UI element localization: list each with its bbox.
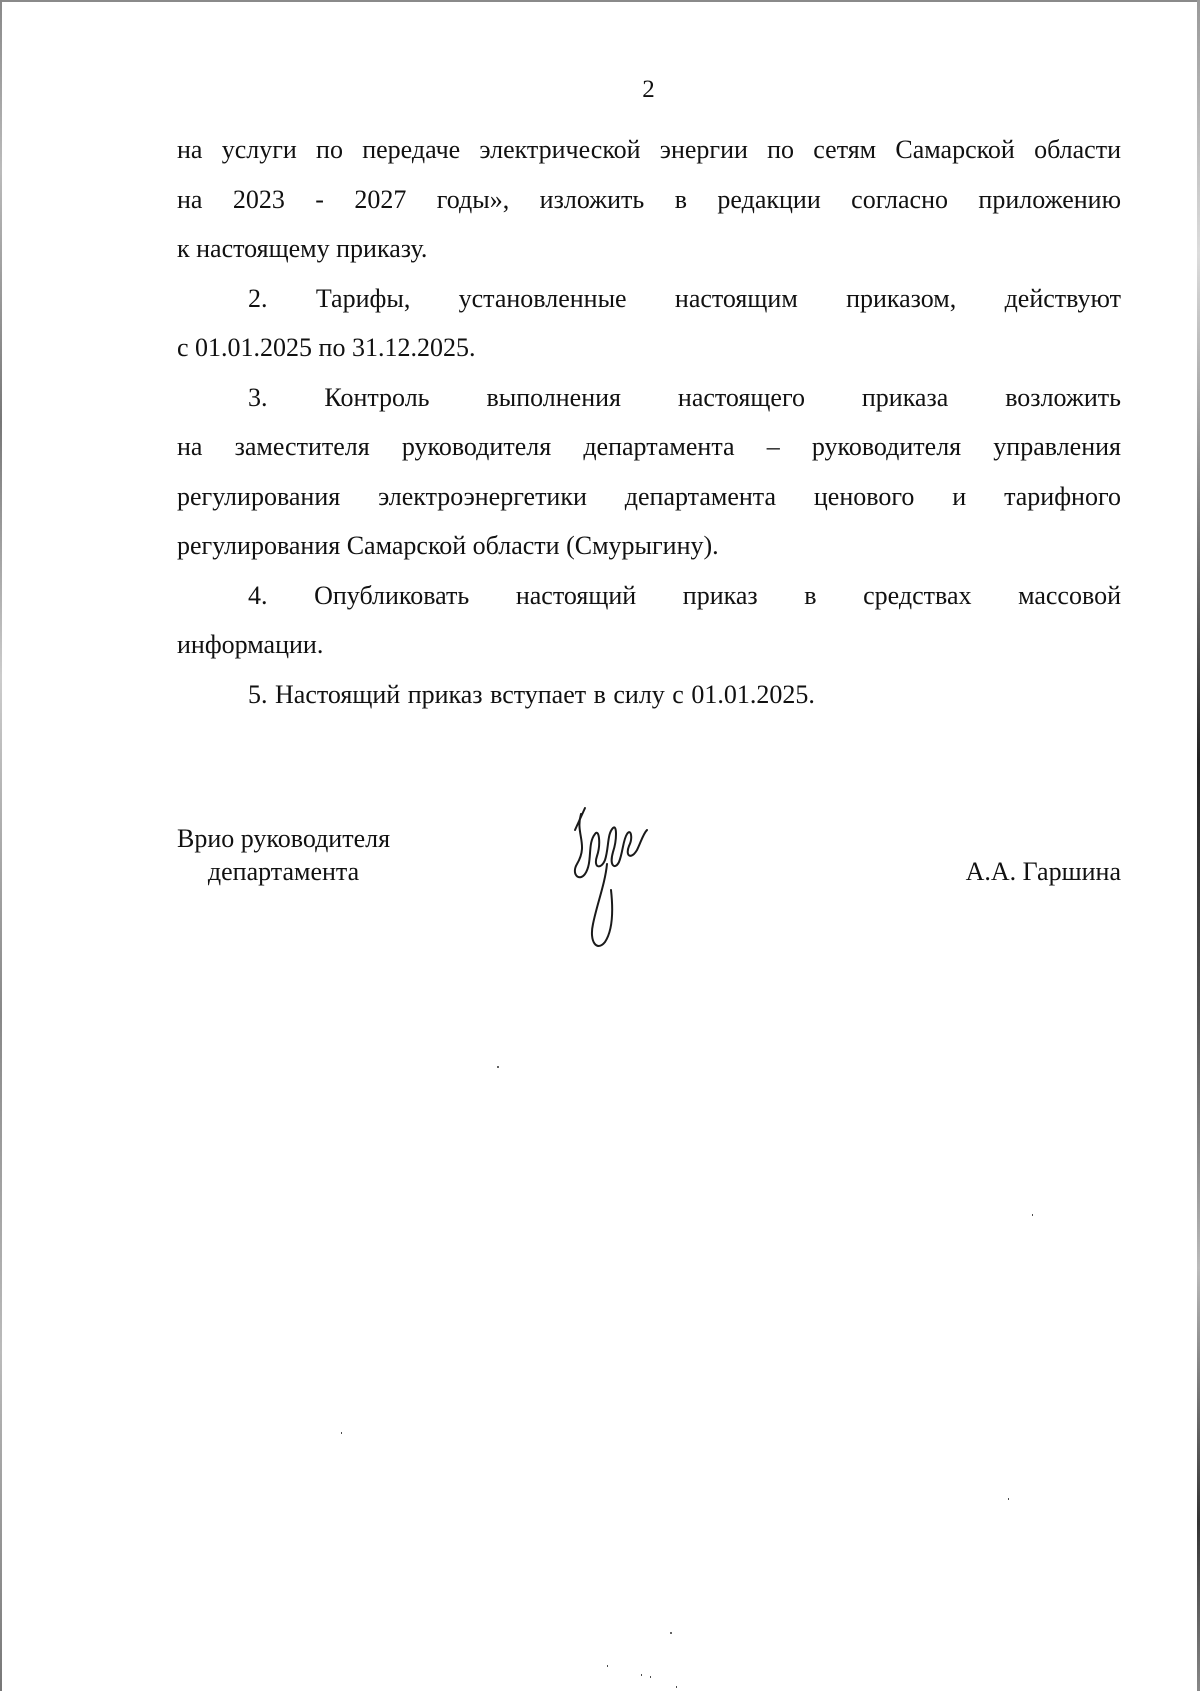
- scan-speck: [1008, 1498, 1009, 1500]
- scan-speck: [650, 1676, 651, 1678]
- scan-speck: [676, 1686, 677, 1688]
- document-body: [177, 125, 1121, 719]
- signature-block: [177, 822, 1121, 972]
- signatory-position-line-2: департамента: [207, 857, 360, 886]
- scan-border-left: [0, 0, 2, 1691]
- paragraph-item-4-line-1: 4. Опубликовать настоящий приказ в средствах массовой: [248, 580, 1121, 610]
- paragraph-item-3-line-3: регулирования электроэнергетики департамента ценового и тарифного: [177, 481, 1121, 511]
- signatory-position: [177, 822, 390, 888]
- scan-speck: [497, 1066, 499, 1068]
- paragraph-intro-line-1: на услуги по передаче электрической энергии по сетям Самарской области: [177, 135, 1121, 164]
- page-number: 2: [642, 76, 655, 103]
- scan-speck: [670, 1632, 672, 1634]
- scan-border-top: [0, 0, 1200, 2]
- paragraph-item-2-line-1: 2. Тарифы, установленные настоящим приказом, действуют: [248, 283, 1121, 313]
- handwritten-signature: [567, 804, 657, 954]
- paragraph-item-5: 5. Настоящий приказ вступает в силу с 01.01.2025.: [248, 679, 815, 709]
- signatory-position-line-1: Врио руководителя: [177, 824, 391, 853]
- paragraph-item-3-line-4: регулирования Самарской области (Смурыгину).: [177, 531, 719, 560]
- paragraph-intro-line-3: к настоящему приказу.: [177, 234, 428, 263]
- paragraph-intro-line-2: на 2023 - 2027 годы», изложить в редакции согласно приложению: [177, 184, 1121, 214]
- signatory-name: А.А. Гаршина: [965, 857, 1121, 886]
- paragraph-item-3-line-2: на заместителя руководителя департамента – руководителя управления: [177, 432, 1121, 461]
- scan-speck: [607, 1665, 608, 1667]
- scan-speck: [641, 1674, 642, 1676]
- scan-speck: [1032, 1214, 1033, 1216]
- scan-speck: [341, 1432, 342, 1434]
- paragraph-item-4-line-2: информации.: [177, 630, 324, 659]
- paragraph-item-3-line-1: 3. Контроль выполнения настоящего приказа возложить: [248, 382, 1121, 412]
- paragraph-item-2-line-2: с 01.01.2025 по 31.12.2025.: [177, 333, 476, 362]
